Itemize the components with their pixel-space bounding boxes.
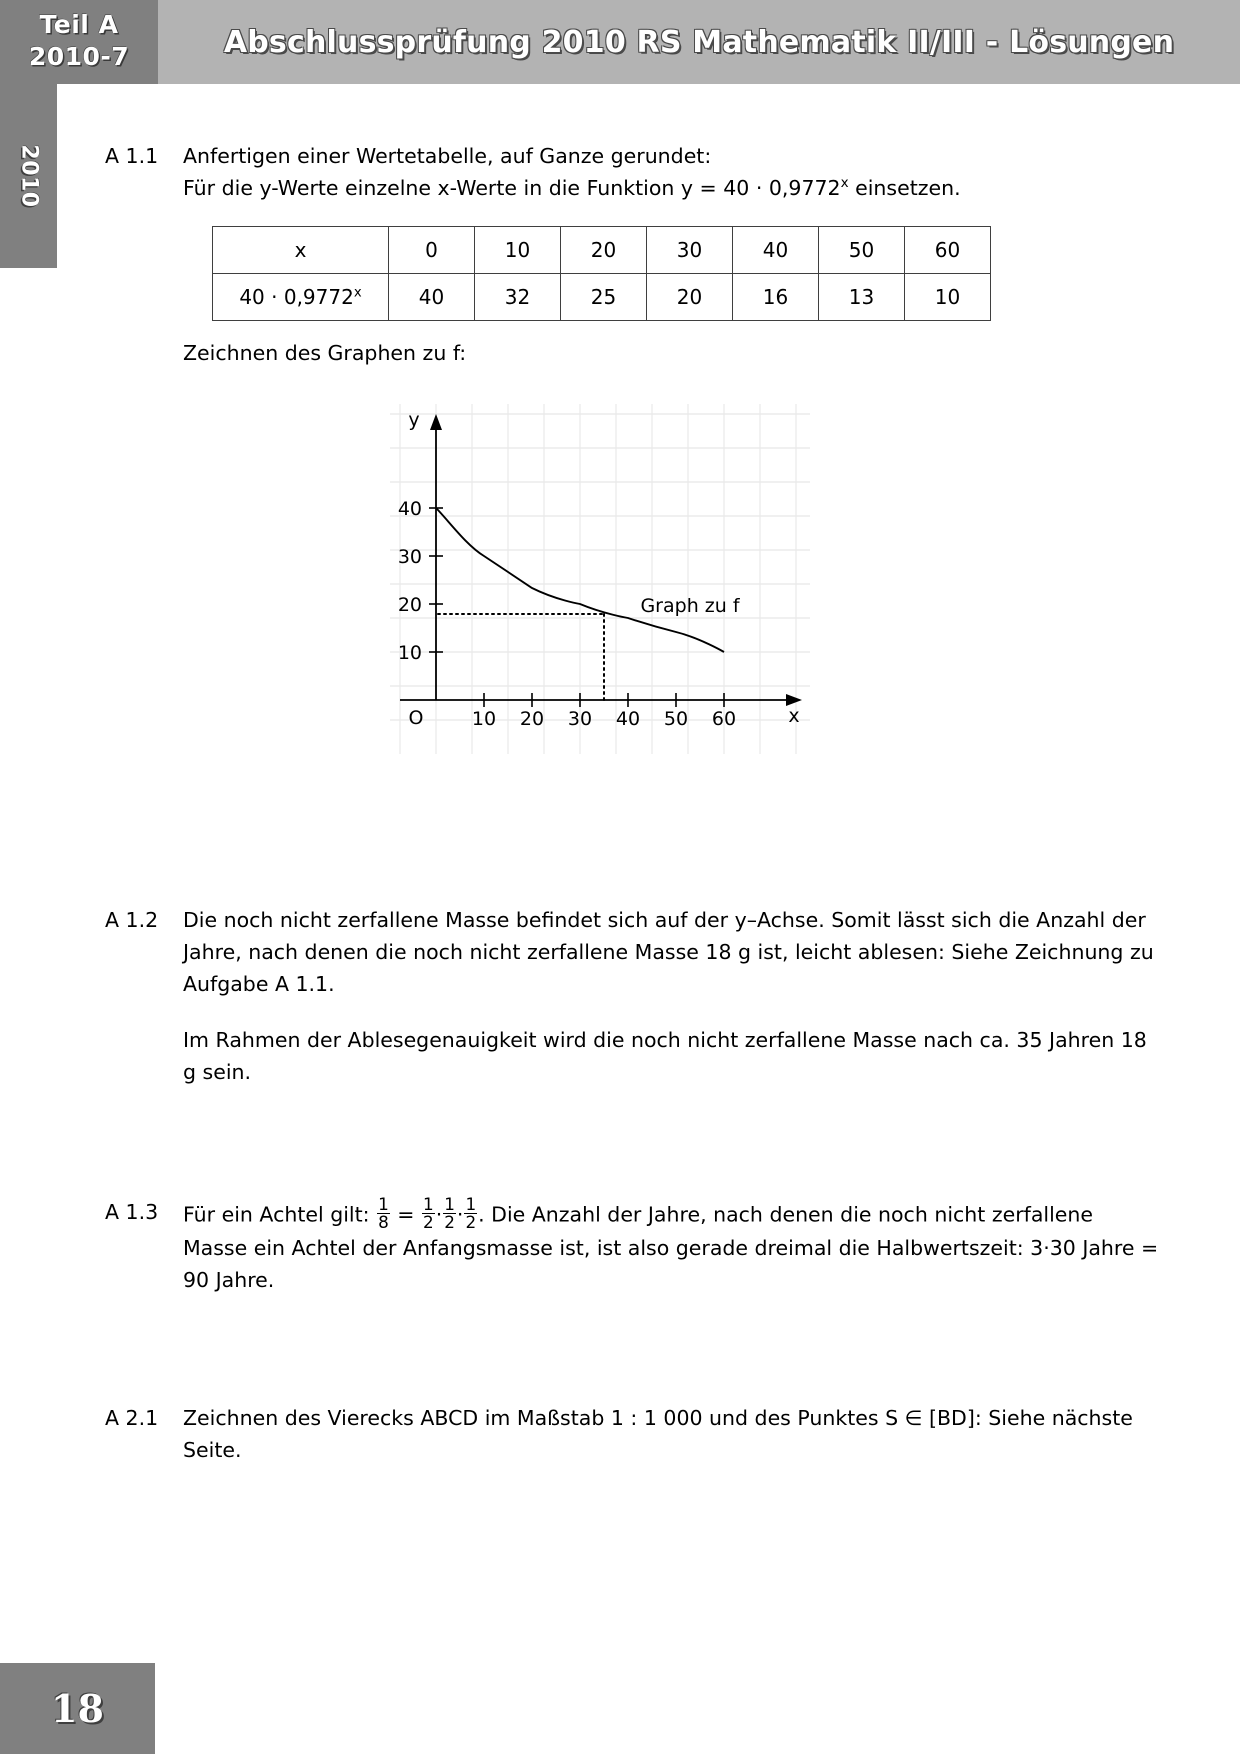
- task-a-1-2-para-1: Die noch nicht zerfallene Masse befindet sich auf der y–Achse. Somit lässt sich die Anzahl der Jahre, nach denen die noch nicht zerfallene Masse 18 g ist, leicht ablesen: Siehe Zeichnung zu Aufgabe A 1.1.: [183, 908, 1154, 996]
- fraction-one-half-a: [422, 1196, 435, 1232]
- graph-readoff-dotted: [438, 614, 604, 700]
- task-a-2-1-para-1: Zeichnen des Vierecks ABCD im Maßstab 1 : 1 000 und des Punktes S ∈ [BD]: Siehe nächste Seite.: [183, 1406, 1133, 1462]
- y-axis-arrow: [430, 414, 442, 430]
- fraction-denominator: 2: [423, 1212, 434, 1233]
- x-tick-label: 30: [567, 708, 593, 730]
- graph-labels: [398, 409, 800, 730]
- table-row-fx: [213, 274, 991, 321]
- task-a-1-2: [105, 904, 1165, 1088]
- fraction-denominator: 2: [444, 1212, 455, 1233]
- task-a-1-1-line2: [183, 172, 961, 204]
- fraction-numerator: 1: [465, 1194, 477, 1214]
- page-number: 18: [51, 1686, 104, 1731]
- function-graph: [390, 404, 810, 754]
- graph-intro-text: Zeichnen des Graphen zu f:: [183, 341, 467, 365]
- fraction-numerator: 1: [444, 1194, 455, 1214]
- table-cell: 25: [561, 274, 647, 321]
- task-a-1-1-line2-pre: Für die y-Werte einzelne x-Werte in die Funktion y = 40 · 0,9772: [183, 176, 841, 200]
- fraction-denominator: 8: [378, 1212, 389, 1233]
- x-tick-label: 40: [615, 708, 641, 730]
- table-cell: 50: [819, 227, 905, 274]
- multiplication-dot: ·: [456, 1202, 464, 1227]
- fraction-one-half-c: [464, 1196, 477, 1232]
- task-a-1-1-label: A 1.1: [105, 144, 159, 168]
- fraction-one-half-b: [443, 1196, 456, 1232]
- task-a-1-2-label: A 1.2: [105, 908, 159, 932]
- document-content: [0, 84, 1240, 1664]
- task-a-1-1-line1: Anfertigen einer Wertetabelle, auf Ganze gerundet:: [183, 144, 712, 168]
- equals-sign: =: [390, 1202, 421, 1227]
- table-cell: 32: [475, 274, 561, 321]
- table-cell: 16: [733, 274, 819, 321]
- y-tick-label: 10: [397, 642, 422, 664]
- x-tick-label: 50: [663, 708, 689, 730]
- table-cell: 0: [389, 227, 475, 274]
- y-axis-label: y: [408, 409, 420, 431]
- task-a-1-3-para-1: [183, 1196, 1163, 1296]
- fraction-numerator: 1: [378, 1194, 389, 1214]
- task-a-1-3-body: [183, 1196, 1163, 1296]
- graph-axes: [397, 426, 790, 700]
- graph-intro-row: [105, 337, 805, 369]
- page-title: Abschlussprüfung 2010 RS Mathematik II/III - Lösungen: [223, 24, 1175, 60]
- fraction-one-eighth: [377, 1196, 390, 1232]
- x-axis-label: x: [788, 705, 800, 727]
- table-row-header-x: x: [213, 227, 389, 274]
- header-part-label: Teil A: [39, 10, 119, 39]
- table-row-x: [213, 227, 991, 274]
- task-a-1-2-para-2: Im Rahmen der Ablesegenauigkeit wird die noch nicht zerfallene Masse nach ca. 35 Jahren 18 g sein.: [183, 1028, 1147, 1084]
- task-a-1-3: [105, 1196, 1165, 1296]
- table-cell: 20: [561, 227, 647, 274]
- task-a-2-1-label: A 2.1: [105, 1406, 159, 1430]
- sidebar-year-label: 2010: [16, 144, 41, 208]
- graph-gridlines: [390, 404, 810, 754]
- table-row-header-fx: [213, 274, 389, 321]
- table-cell: 30: [647, 227, 733, 274]
- y-tick-label: 20: [397, 594, 422, 616]
- task-a-1-1-exponent: x: [840, 175, 849, 192]
- table-row-header-fx-text: 40 · 0,9772: [239, 285, 354, 309]
- table-cell: 13: [819, 274, 905, 321]
- header-exam-part-block: [0, 0, 158, 84]
- origin-label: O: [408, 707, 424, 729]
- fraction-numerator: 1: [423, 1194, 434, 1214]
- page-number-box: [0, 1663, 155, 1754]
- table-cell: 20: [647, 274, 733, 321]
- x-tick-label: 20: [519, 708, 545, 730]
- table-cell: 40: [733, 227, 819, 274]
- task-a-2-1: [105, 1402, 1165, 1466]
- graph-intro-text-wrap: [183, 337, 466, 369]
- task-a-1-1-line2-post: einsetzen.: [848, 176, 961, 200]
- task-a-1-3-post: . Die Anzahl der Jahre, nach denen die noch nicht zerfallene Masse ein Achtel der Anfangsmasse ist, ist also gerade dreimal die Halbwertszeit: 3·30 Jahre = 90 Jahre.: [183, 1202, 1159, 1292]
- table-row-header-fx-exponent: x: [353, 285, 362, 301]
- value-table: [212, 226, 991, 321]
- fraction-denominator: 2: [465, 1212, 477, 1233]
- table-cell: 10: [475, 227, 561, 274]
- table-cell: 10: [905, 274, 991, 321]
- x-tick-label: 60: [711, 708, 737, 730]
- task-a-1-2-body: [183, 904, 1163, 1088]
- task-a-1-3-pre: Für ein Achtel gilt:: [183, 1202, 377, 1227]
- task-a-2-1-body: [183, 1402, 1163, 1466]
- x-tick-label: 10: [471, 708, 497, 730]
- task-a-1-3-label: A 1.3: [105, 1200, 159, 1224]
- task-a-1-1-body: [183, 140, 961, 204]
- table-cell: 40: [389, 274, 475, 321]
- y-tick-label: 30: [397, 546, 422, 568]
- y-tick-label: 40: [397, 498, 422, 520]
- header-exam-code: 2010-7: [28, 42, 130, 71]
- multiplication-dot: ·: [435, 1202, 443, 1227]
- task-a-1-1: [105, 140, 1105, 204]
- page-header: [0, 0, 1240, 84]
- table-cell: 60: [905, 227, 991, 274]
- graph-legend-label: Graph zu f: [640, 595, 740, 617]
